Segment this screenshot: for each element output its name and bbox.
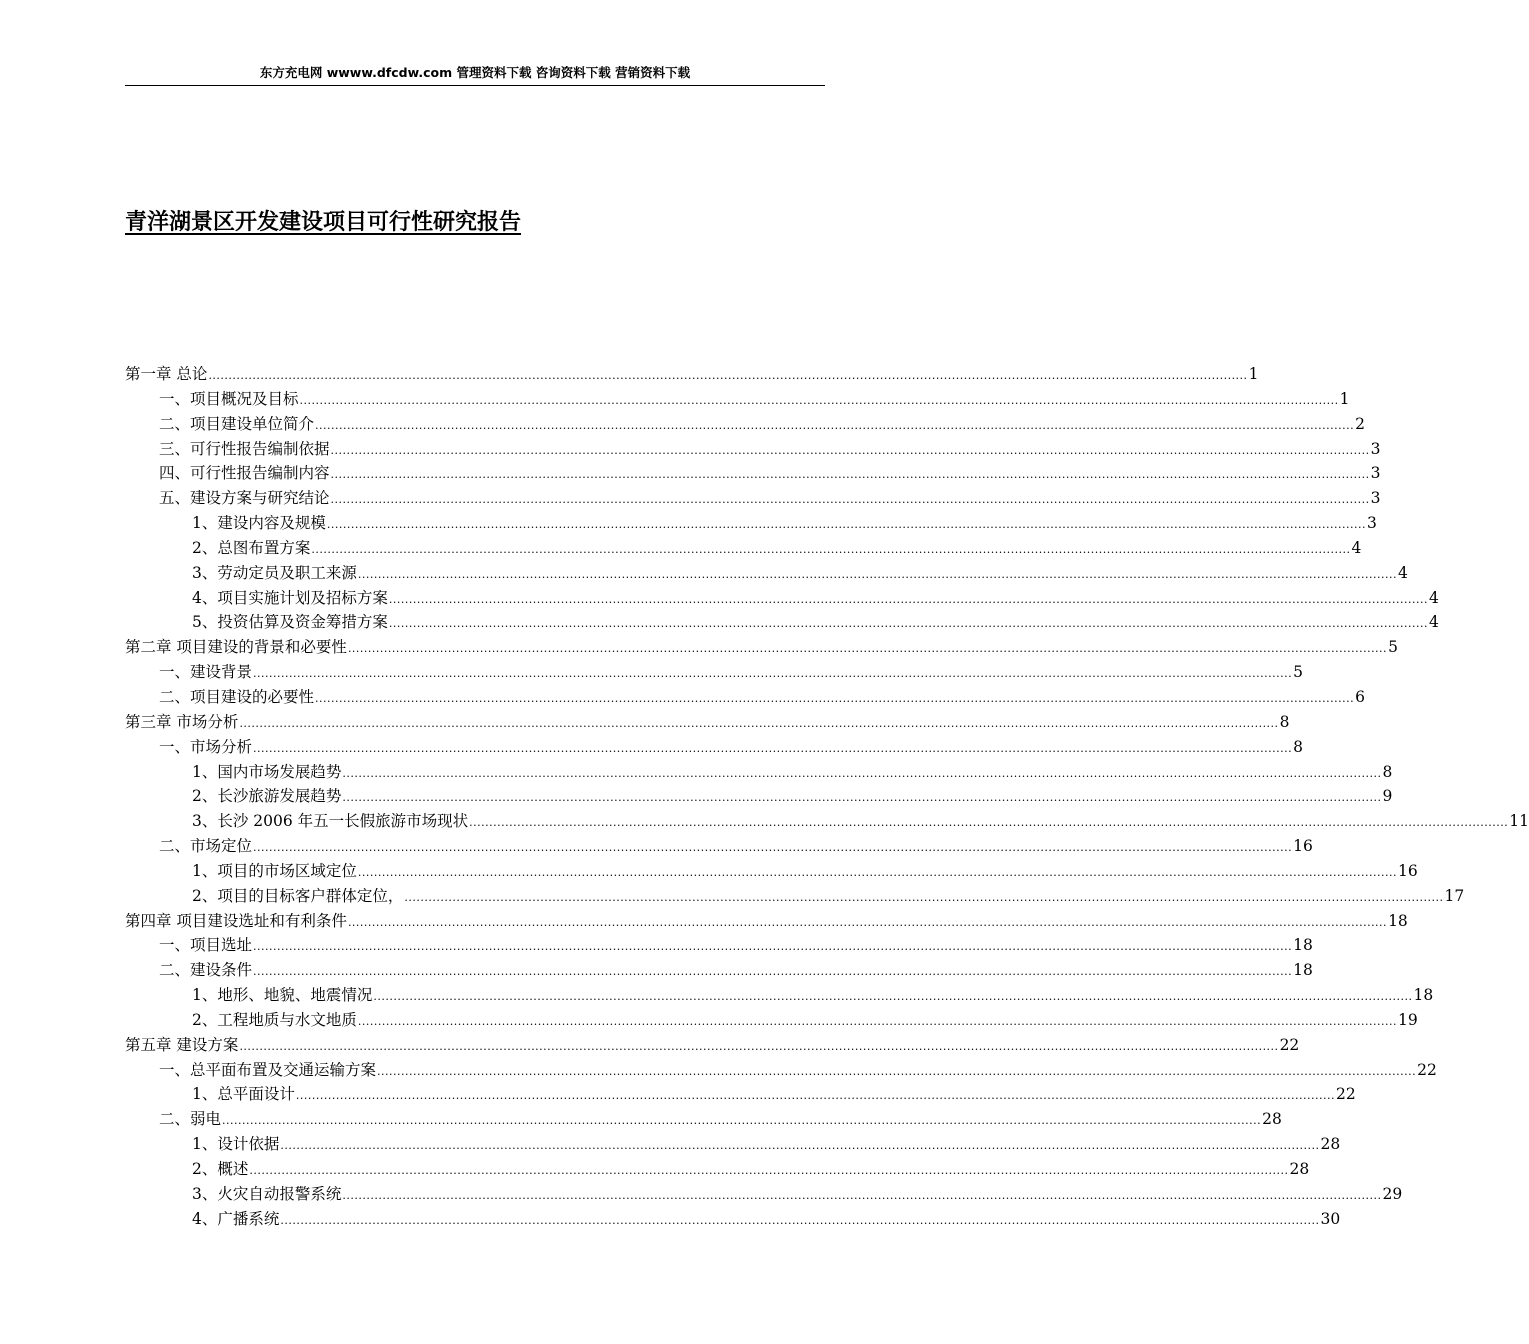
toc-dot-leader: .................................................................................................................................................................................................................................................................... bbox=[377, 1064, 1417, 1078]
toc-dot-leader: .................................................................................................................................................................................................................................................................... bbox=[357, 865, 1397, 879]
toc-entry-page-number: 5 bbox=[1388, 638, 1398, 657]
toc-entry-label: 二、项目建设的必要性 bbox=[159, 687, 315, 706]
toc-entry-page-number: 8 bbox=[1279, 712, 1290, 731]
toc-dot-leader: .................................................................................................................................................................................................................................................................... bbox=[239, 1039, 1279, 1053]
toc-dot-leader: .................................................................................................................................................................................................................................................................... bbox=[311, 542, 1351, 556]
toc-dot-leader: .................................................................................................................................................................................................................................................................... bbox=[315, 691, 1355, 705]
toc-entry[interactable] bbox=[125, 909, 1408, 934]
toc-entry-label: 二、弱电 bbox=[159, 1110, 222, 1129]
toc-entry-page-number: 22 bbox=[1336, 1085, 1356, 1104]
toc-entry-page-number: 28 bbox=[1262, 1110, 1282, 1129]
toc-entry-page-number: 3 bbox=[1370, 489, 1381, 508]
toc-entry-page-number: 30 bbox=[1320, 1209, 1341, 1228]
toc-entry-label: 1、总平面设计 bbox=[192, 1085, 295, 1104]
toc-entry-page-number: 11 bbox=[1509, 812, 1529, 831]
toc-entry-page-number: 16 bbox=[1398, 861, 1418, 880]
toc-entry-label: 2、工程地质与水文地质 bbox=[192, 1010, 357, 1029]
toc-dot-leader: .................................................................................................................................................................................................................................................................... bbox=[330, 443, 1370, 457]
toc-entry-label: 第三章 市场分析 bbox=[125, 712, 239, 731]
toc-entry[interactable] bbox=[125, 958, 1313, 983]
toc-entry[interactable] bbox=[125, 437, 1381, 462]
toc-dot-leader: .................................................................................................................................................................................................................................................................... bbox=[347, 642, 1388, 656]
toc-entry-label: 2、长沙旅游发展趋势 bbox=[192, 787, 342, 806]
toc-dot-leader: .................................................................................................................................................................................................................................................................... bbox=[253, 841, 1293, 855]
toc-entry[interactable] bbox=[125, 387, 1350, 412]
toc-entry-label: 第四章 项目建设选址和有利条件 bbox=[125, 911, 347, 930]
toc-entry[interactable] bbox=[125, 1207, 1341, 1232]
toc-entry-label: 二、市场定位 bbox=[159, 837, 253, 856]
toc-entry-page-number: 22 bbox=[1417, 1060, 1437, 1079]
toc-entry-page-number: 9 bbox=[1382, 787, 1393, 806]
toc-entry-label: 2、项目的目标客户群体定位， bbox=[192, 886, 404, 905]
toc-entry-page-number: 29 bbox=[1382, 1184, 1403, 1203]
toc-entry-page-number: 19 bbox=[1398, 1010, 1418, 1029]
toc-entry[interactable] bbox=[125, 933, 1313, 958]
toc-entry[interactable] bbox=[125, 834, 1313, 859]
document-title: 青洋湖景区开发建设项目可行性研究报告 bbox=[125, 210, 522, 235]
toc-entry[interactable] bbox=[125, 1008, 1418, 1033]
toc-entry-label: 第一章 总论 bbox=[125, 365, 208, 383]
toc-dot-leader: .................................................................................................................................................................................................................................................................... bbox=[253, 965, 1293, 979]
toc-entry[interactable] bbox=[125, 1082, 1356, 1107]
toc-entry-page-number: 5 bbox=[1293, 663, 1304, 682]
toc-entry[interactable] bbox=[125, 412, 1366, 437]
toc-entry[interactable] bbox=[125, 983, 1434, 1008]
toc-entry-page-number: 17 bbox=[1444, 886, 1465, 905]
toc-entry-page-number: 3 bbox=[1370, 464, 1381, 483]
toc-dot-leader: .................................................................................................................................................................................................................................................................... bbox=[253, 667, 1293, 681]
toc-dot-leader: .................................................................................................................................................................................................................................................................... bbox=[253, 940, 1293, 954]
toc-dot-leader: .................................................................................................................................................................................................................................................................... bbox=[299, 393, 1339, 407]
toc-dot-leader: .................................................................................................................................................................................................................................................................... bbox=[253, 741, 1293, 755]
toc-dot-leader: .................................................................................................................................................................................................................................................................... bbox=[342, 791, 1382, 805]
toc-entry[interactable] bbox=[125, 610, 1439, 635]
toc-entry[interactable] bbox=[125, 660, 1304, 685]
toc-dot-leader: .................................................................................................................................................................................................................................................................... bbox=[347, 915, 1388, 929]
toc-entry-label: 二、建设条件 bbox=[159, 961, 253, 980]
toc-entry-label: 3、长沙 2006 年五一长假旅游市场现状 bbox=[192, 812, 469, 831]
toc-entry[interactable] bbox=[125, 511, 1377, 536]
toc-dot-leader: .................................................................................................................................................................................................................................................................... bbox=[280, 1213, 1320, 1227]
toc-entry-label: 二、项目建设单位简介 bbox=[159, 414, 315, 433]
toc-entry[interactable] bbox=[125, 536, 1362, 561]
toc-entry-page-number: 4 bbox=[1429, 613, 1439, 632]
table-of-contents bbox=[125, 362, 1529, 1232]
toc-entry-label: 3、劳动定员及职工来源 bbox=[192, 563, 357, 582]
header-rule bbox=[125, 85, 825, 86]
toc-dot-leader: .................................................................................................................................................................................................................................................................... bbox=[404, 890, 1444, 904]
toc-dot-leader: .................................................................................................................................................................................................................................................................... bbox=[222, 1114, 1262, 1128]
toc-entry-page-number: 1 bbox=[1339, 389, 1350, 408]
toc-entry-page-number: 18 bbox=[1413, 986, 1434, 1005]
toc-entry-label: 四、可行性报告编制内容 bbox=[159, 464, 330, 483]
toc-entry-label: 1、项目的市场区域定位 bbox=[192, 861, 357, 880]
toc-entry[interactable] bbox=[125, 1107, 1282, 1132]
toc-entry-page-number: 3 bbox=[1367, 514, 1377, 533]
toc-entry[interactable] bbox=[125, 710, 1290, 735]
toc-entry[interactable] bbox=[125, 1132, 1341, 1157]
toc-dot-leader: .................................................................................................................................................................................................................................................................... bbox=[326, 518, 1366, 532]
toc-dot-leader: .................................................................................................................................................................................................................................................................... bbox=[249, 1164, 1289, 1177]
toc-entry-page-number: 8 bbox=[1382, 762, 1393, 781]
toc-dot-leader: .................................................................................................................................................................................................................................................................... bbox=[315, 418, 1355, 432]
toc-entry-page-number: 6 bbox=[1355, 687, 1366, 706]
toc-entry-label: 4、项目实施计划及招标方案 bbox=[192, 588, 388, 607]
toc-entry-page-number: 28 bbox=[1320, 1135, 1341, 1154]
toc-entry[interactable] bbox=[125, 760, 1393, 785]
toc-entry[interactable] bbox=[125, 735, 1304, 760]
toc-entry-page-number: 16 bbox=[1293, 837, 1313, 856]
toc-entry[interactable] bbox=[125, 884, 1465, 909]
toc-entry-page-number: 28 bbox=[1289, 1160, 1310, 1178]
toc-entry[interactable] bbox=[125, 486, 1381, 511]
toc-entry-label: 三、可行性报告编制依据 bbox=[159, 439, 330, 458]
toc-dot-leader: .................................................................................................................................................................................................................................................................... bbox=[357, 567, 1397, 581]
toc-entry-label: 1、设计依据 bbox=[192, 1135, 280, 1154]
toc-dot-leader: .................................................................................................................................................................................................................................................................... bbox=[239, 716, 1279, 730]
toc-entry[interactable] bbox=[125, 362, 1259, 387]
toc-entry[interactable] bbox=[125, 1058, 1437, 1083]
toc-entry-page-number: 1 bbox=[1248, 365, 1259, 383]
toc-entry-label: 一、项目选址 bbox=[159, 936, 253, 955]
toc-dot-leader: .................................................................................................................................................................................................................................................................... bbox=[208, 369, 1248, 382]
toc-entry[interactable] bbox=[125, 685, 1366, 710]
toc-dot-leader: .................................................................................................................................................................................................................................................................... bbox=[280, 1139, 1320, 1153]
toc-entry-label: 第二章 项目建设的背景和必要性 bbox=[125, 638, 347, 657]
toc-entry-page-number: 18 bbox=[1293, 961, 1313, 980]
toc-entry-page-number: 18 bbox=[1293, 936, 1313, 955]
toc-entry[interactable] bbox=[125, 586, 1439, 611]
toc-entry[interactable] bbox=[125, 859, 1418, 884]
toc-entry[interactable] bbox=[125, 784, 1393, 809]
toc-dot-leader: .................................................................................................................................................................................................................................................................... bbox=[388, 592, 1428, 606]
toc-entry-page-number: 2 bbox=[1355, 414, 1366, 433]
toc-entry[interactable] bbox=[125, 809, 1529, 834]
toc-dot-leader: .................................................................................................................................................................................................................................................................... bbox=[342, 1188, 1382, 1202]
toc-entry-label: 五、建设方案与研究结论 bbox=[159, 489, 330, 508]
toc-dot-leader: .................................................................................................................................................................................................................................................................... bbox=[330, 468, 1370, 482]
toc-entry-label: 第五章 建设方案 bbox=[125, 1035, 239, 1054]
toc-entry-label: 一、建设背景 bbox=[159, 663, 253, 682]
toc-entry[interactable] bbox=[125, 635, 1398, 660]
toc-entry-page-number: 8 bbox=[1293, 737, 1304, 756]
toc-entry-label: 1、国内市场发展趋势 bbox=[192, 762, 342, 781]
toc-entry-label: 4、广播系统 bbox=[192, 1209, 280, 1228]
toc-entry-label: 5、投资估算及资金筹措方案 bbox=[192, 613, 388, 632]
toc-entry-label: 3、火灾自动报警系统 bbox=[192, 1184, 342, 1203]
toc-entry-page-number: 4 bbox=[1429, 588, 1439, 607]
toc-dot-leader: .................................................................................................................................................................................................................................................................... bbox=[469, 816, 1509, 830]
toc-entry-label: 2、概述 bbox=[192, 1160, 249, 1178]
toc-entry[interactable] bbox=[125, 1033, 1300, 1058]
toc-entry-page-number: 4 bbox=[1398, 563, 1408, 582]
page-header-text: 东方充电网 wwww.dfcdw.com 管理资料下载 咨询资料下载 营销资料下载 bbox=[259, 65, 691, 80]
toc-entry[interactable] bbox=[125, 561, 1408, 586]
toc-dot-leader: .................................................................................................................................................................................................................................................................... bbox=[342, 766, 1382, 780]
toc-entry-label: 一、总平面布置及交通运输方案 bbox=[159, 1060, 377, 1079]
toc-dot-leader: .................................................................................................................................................................................................................................................................... bbox=[357, 1014, 1397, 1028]
toc-dot-leader: .................................................................................................................................................................................................................................................................... bbox=[373, 990, 1413, 1004]
toc-entry-page-number: 3 bbox=[1370, 439, 1381, 458]
toc-entry-page-number: 18 bbox=[1388, 911, 1408, 930]
toc-dot-leader: .................................................................................................................................................................................................................................................................... bbox=[388, 617, 1428, 631]
toc-entry-label: 一、市场分析 bbox=[159, 737, 253, 756]
toc-entry-page-number: 22 bbox=[1279, 1035, 1300, 1054]
toc-entry[interactable] bbox=[125, 1157, 1310, 1182]
toc-entry-page-number: 4 bbox=[1351, 538, 1362, 557]
toc-dot-leader: .................................................................................................................................................................................................................................................................... bbox=[295, 1089, 1335, 1103]
toc-entry-label: 1、地形、地貌、地震情况 bbox=[192, 986, 373, 1005]
toc-entry-label: 1、建设内容及规模 bbox=[192, 514, 326, 533]
toc-entry-label: 一、项目概况及目标 bbox=[159, 389, 299, 408]
toc-entry[interactable] bbox=[125, 1182, 1403, 1207]
toc-entry-label: 2、总图布置方案 bbox=[192, 538, 311, 557]
toc-dot-leader: .................................................................................................................................................................................................................................................................... bbox=[330, 493, 1370, 507]
toc-entry[interactable] bbox=[125, 461, 1381, 486]
